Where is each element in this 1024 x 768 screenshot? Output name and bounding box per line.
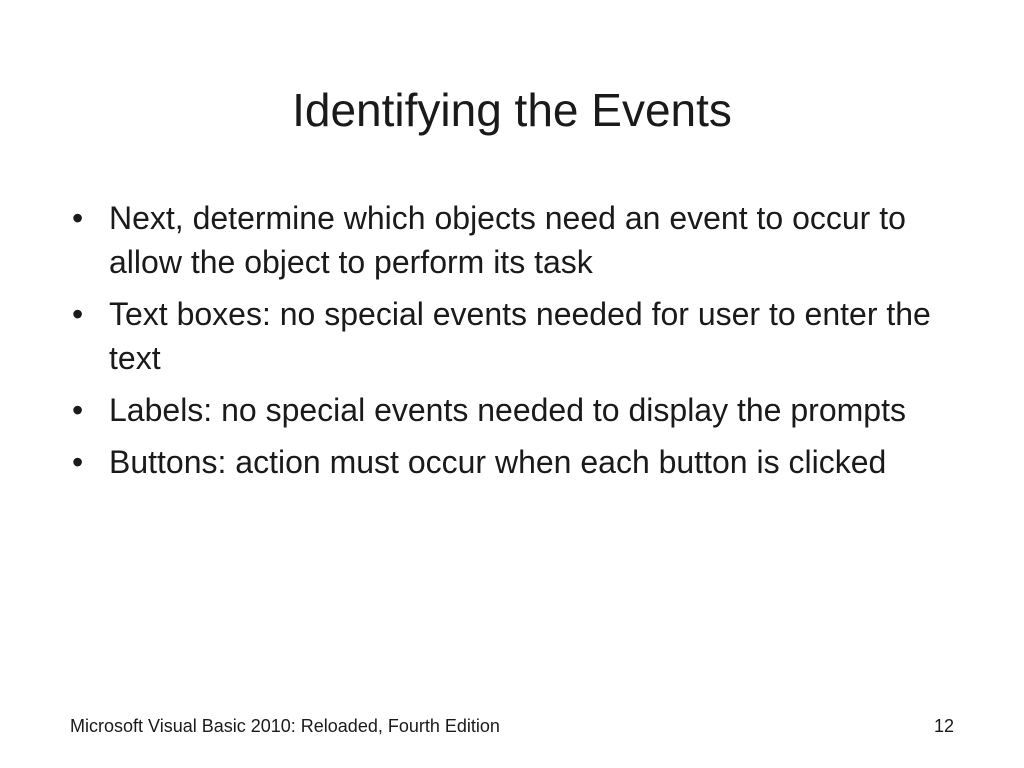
- bullet-text: Labels: no special events needed to display the prompts: [109, 392, 906, 428]
- bullet-icon: •: [72, 296, 84, 332]
- bullet-icon: •: [72, 444, 84, 480]
- bullet-item: [72, 440, 932, 484]
- footer-text: Microsoft Visual Basic 2010: Reloaded, Fourth Edition: [70, 716, 500, 736]
- bullet-item: [72, 388, 932, 432]
- bullet-text: Next, determine which objects need an event to occur to allow the object to perform its task: [109, 200, 906, 280]
- bullet-icon: •: [72, 392, 84, 428]
- page-number: 12: [933, 716, 954, 736]
- bullet-icon: •: [72, 200, 84, 236]
- bullet-item: [72, 196, 932, 284]
- bullet-item: [72, 292, 932, 380]
- bullet-text: Buttons: action must occur when each button is clicked: [109, 444, 887, 480]
- slide-title: Identifying the Events: [292, 84, 732, 136]
- bullet-text: Text boxes: no special events needed for user to enter the text: [109, 296, 931, 376]
- bullet-list: [72, 196, 932, 492]
